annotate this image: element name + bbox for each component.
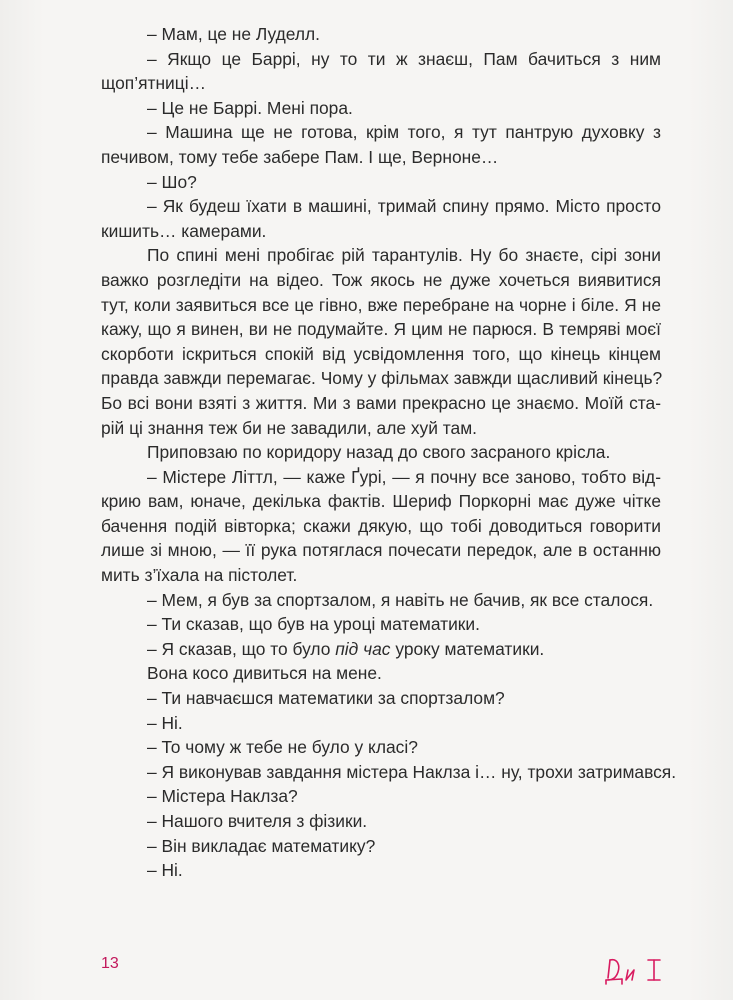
text-line: – Ти сказав, що був на уроці математики. <box>147 614 480 635</box>
text-line: скорботи іскриться спокій від усвідомлення того, що кінець кінцем <box>101 343 661 364</box>
text-line: – Це не Баррі. Мені пора. <box>147 97 353 118</box>
text-line: – Мам, це не Луделл. <box>147 24 320 44</box>
text-line: тут, коли заявиться все це гівно, вже перебране на чорне і біле. Я не <box>101 294 661 315</box>
text-line: – Машина ще не готова, крім того, я тут пантрую духовку з <box>147 122 661 143</box>
text-line: важко розгледіти на відео. Тож якось не дуже хочеться виявитися <box>101 269 661 290</box>
text-line: – Містера Наклза? <box>147 786 298 807</box>
text-line: кишить… камерами. <box>101 220 267 241</box>
text-span: – Я сказав, що то було <box>147 638 336 659</box>
text-line: Приповзаю по коридору назад до свого засраного крісла. <box>147 442 611 463</box>
text-line: лише зі мною, — її рука потяглася почесати передок, але в останню <box>101 540 661 561</box>
body-text <box>101 22 677 883</box>
text-line: – Ні. <box>147 712 183 733</box>
text-line: бачення подій вівторка; скажи дякую, що тобі доводиться говорити <box>101 515 661 536</box>
text-line: По спині мені пробігає рій тарантулів. Ну бо знаєте, сірі зони <box>147 245 661 266</box>
text-line: крию вам, юначе, декілька фактів. Шериф Поркорні має дуже чітке <box>101 491 661 512</box>
text-line: – То чому ж тебе не було у класі? <box>147 737 418 758</box>
text-line: щоп’ятниці… <box>101 73 206 94</box>
text-line: – Ні. <box>147 860 183 881</box>
text-line: – Нашого вчителя з фізики. <box>147 811 368 831</box>
text-line: – Як будеш їхати в машині, тримай спину прямо. Місто просто <box>147 196 661 217</box>
page-number: 13 <box>101 955 119 972</box>
emphasis-text: під час <box>335 638 391 659</box>
text-line: – Я виконував завдання містера Наклза і… ну, трохи затримався. <box>147 761 677 782</box>
text-line: – Він викладає математику? <box>147 835 376 856</box>
text-span: уроку математики. <box>390 638 545 659</box>
text-line: – Шо? <box>147 171 197 192</box>
handwritten-signature <box>604 946 668 988</box>
text-line: правда завжди перемагає. Чому у фільмах завжди щасливий кінець? <box>101 368 663 389</box>
text-line: – Ти навчаєшся математики за спортзалом? <box>147 688 505 709</box>
text-line <box>101 637 661 662</box>
text-line: рій ці знання теж би не завадили, але хуй там. <box>101 417 478 438</box>
text-line: – Містере Літтл, — каже Ґурі, — я почну все заново, тобто від- <box>147 466 661 487</box>
text-line: кажу, що я винен, ви не подумайте. Я цим не парюся. В темряві моєї <box>101 319 661 340</box>
text-line: Вона косо дивиться на мене. <box>147 663 382 684</box>
text-line: мить з’їхала на пістолет. <box>101 565 298 586</box>
text-line: – Якщо це Баррі, ну то ти ж знаєш, Пам бачиться з ним <box>147 48 661 69</box>
text-line: – Мем, я був за спортзалом, я навіть не бачив, як все сталося. <box>147 589 654 610</box>
text-line: печивом, тому тебе забере Пам. І ще, Верноне… <box>101 146 499 167</box>
text-line: Бо всі вони взяті з життя. Ми з вами прекрасно це знаємо. Моїй ста- <box>101 392 661 413</box>
